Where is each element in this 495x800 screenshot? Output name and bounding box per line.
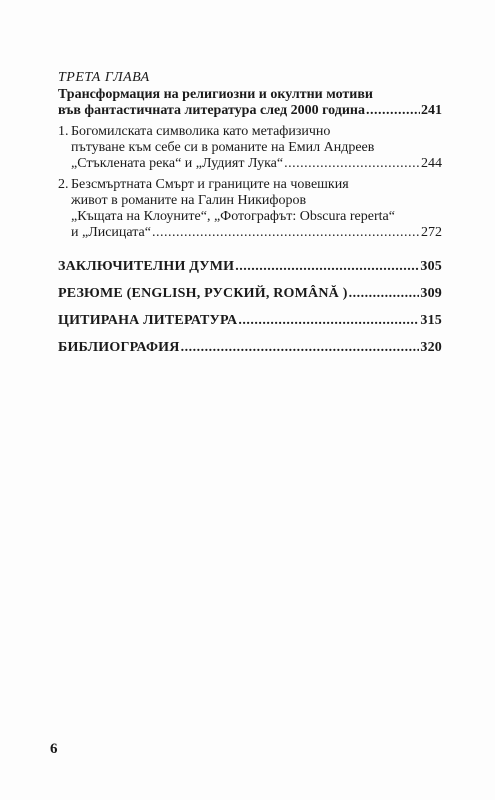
section-line: пътуване към себе си в романите на Емил Андреев [71,140,375,155]
section-line: Богомилската символика като метафизично [71,124,331,139]
toc-section-entry [58,124,442,172]
section-line: и „Лисицата“ [71,225,151,240]
major-entry-label: ЦИТИРАНА ЛИТЕРАТУРА [58,313,238,328]
chapter-page-number: 241 [421,103,442,118]
section-number: 2. [58,177,69,192]
chapter-title [58,87,442,119]
dot-leader [238,313,419,329]
dot-leader [366,103,420,119]
section-page-number: 244 [421,156,442,171]
major-entry-label: ЗАКЛЮЧИТЕЛНИ ДУМИ [58,259,235,274]
chapter-title-line: Трансформация на религиозни и окултни мотиви [58,87,373,102]
major-entry-page: 320 [420,340,442,355]
toc-major-entry [58,286,442,302]
section-page-number: 272 [421,225,442,240]
toc-major-entry [58,340,442,356]
toc-section-entry [58,177,442,241]
dot-leader [235,259,419,275]
major-entry-page: 309 [420,286,442,301]
section-line: „Къщата на Клоуните“, „Фотографът: Obscura reperta“ [71,209,395,224]
major-entry-label: РЕЗЮМЕ (ENGLISH, РУСКИЙ, ROMÂNĂ ) [58,286,348,301]
page-number: 6 [50,741,58,757]
section-line: живот в романите на Галин Никифоров [71,193,307,208]
dot-leader [349,286,420,302]
dot-leader [152,225,420,241]
major-entry-page: 315 [420,313,442,328]
chapter-title-line: във фантастичната литература след 2000 година [58,103,365,118]
toc-major-entry [58,259,442,275]
chapter-title-leader-line [58,103,442,119]
major-entry-label: БИБЛИОГРАФИЯ [58,340,180,355]
major-entry-page: 305 [420,259,442,274]
section-text [71,177,442,241]
toc-major-entry [58,313,442,329]
section-number: 1. [58,124,69,139]
table-of-contents [58,70,442,356]
dot-leader [284,156,420,172]
section-line: „Стъклената река“ и „Лудият Лука“ [71,156,284,171]
section-leader-line [71,156,442,172]
section-line: Безсмъртната Смърт и границите на човешкия [71,177,349,192]
dot-leader [181,340,420,356]
section-leader-line [71,225,442,241]
chapter-label: ТРЕТА ГЛАВА [58,70,150,85]
section-text [71,124,442,172]
